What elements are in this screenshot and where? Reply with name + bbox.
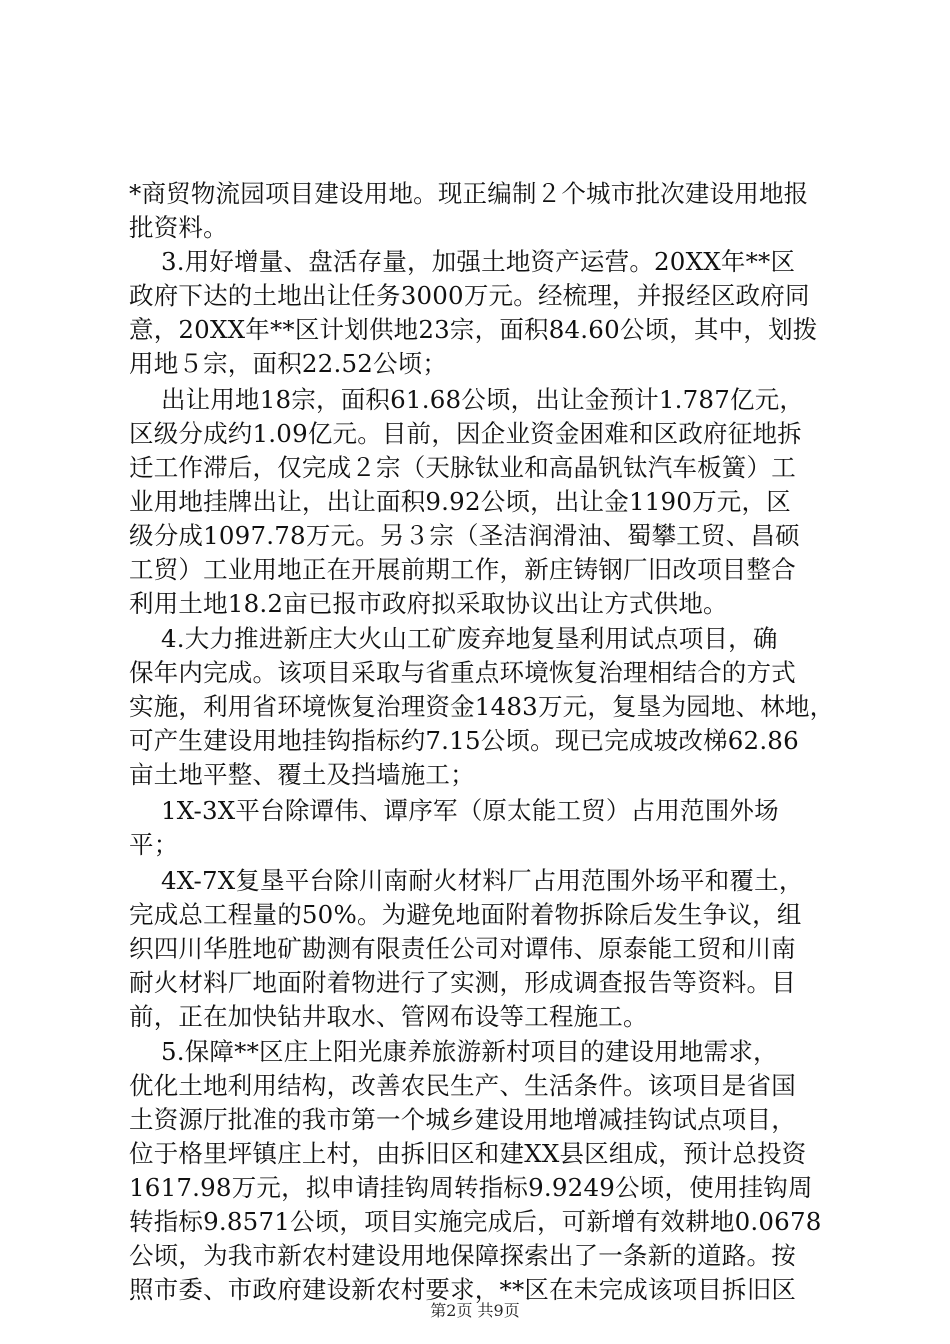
body-line: 位于格里坪镇庄上村，由拆旧区和建XX县区组成，预计总投资 [129, 1139, 807, 1168]
body-line: 意，20XX年**区计划供地23宗，面积84.60公顷，其中，划拨 [129, 315, 818, 344]
body-line: 4.大力推进新庄大火山工矿废弃地复垦利用试点项目，确 [129, 624, 778, 653]
body-line: 利用土地18.2亩已报市政府拟采取协议出让方式供地。 [129, 589, 728, 618]
body-line: 平； [129, 830, 179, 859]
body-line: 5.保障**区庄上阳光康养旅游新村项目的建设用地需求， [129, 1037, 778, 1066]
body-line: 4X-7X复垦平台除川南耐火材料厂占用范围外场平和覆土， [129, 866, 804, 895]
body-line: 用地５宗，面积22.52公顷； [129, 349, 448, 378]
body-line: 1617.98万元，拟申请挂钩周转指标9.9249公顷，使用挂钩周 [129, 1173, 813, 1202]
body-line: 业用地挂牌出让，出让面积9.92公顷，出让金1190万元，区 [129, 487, 791, 516]
body-line: 亩土地平整、覆土及挡墙施工； [129, 760, 475, 789]
body-line: 级分成1097.78万元。另３宗（圣洁润滑油、蜀攀工贸、昌硕 [129, 521, 800, 550]
body-line: 转指标9.8571公顷，项目实施完成后，可新增有效耕地0.0678 [129, 1207, 822, 1236]
body-line: 土资源厅批准的我市第一个城乡建设用地增减挂钩试点项目， [129, 1105, 796, 1134]
body-line: *商贸物流园项目建设用地。现正编制２个城市批次建设用地报 [129, 179, 809, 208]
body-line: 前，正在加快钻井取水、管网布设等工程施工。 [129, 1002, 648, 1031]
body-line: 照市委、市政府建设新农村要求，**区在未完成该项目拆旧区 [129, 1275, 797, 1304]
body-line: 优化土地利用结构，改善农民生产、生活条件。该项目是省国 [129, 1071, 796, 1100]
body-line: 批资料。 [129, 213, 228, 242]
body-line: 实施，利用省环境恢复治理资金1483万元，复垦为园地、林地， [129, 692, 835, 721]
body-line: 织四川华胜地矿勘测有限责任公司对谭伟、原泰能工贸和川南 [129, 934, 796, 963]
body-line: 区级分成约1.09亿元。目前，因企业资金困难和区政府征地拆 [129, 419, 802, 448]
body-line: 完成总工程量的50%。为避免地面附着物拆除后发生争议，组 [129, 900, 802, 929]
body-line: 保年内完成。该项目采取与省重点环境恢复治理相结合的方式 [129, 658, 796, 687]
body-line: 工贸）工业用地正在开展前期工作，新庄铸钢厂旧改项目整合 [129, 555, 796, 584]
body-line: 政府下达的土地出让任务3000万元。经梳理，并报经区政府同 [129, 281, 810, 310]
page-footer: 第2页 共9页 [430, 1301, 520, 1320]
body-line: 迁工作滞后，仅完成２宗（天脉钛业和高晶钒钛汽车板簧）工 [129, 453, 796, 482]
body-line: 1X-3X平台除谭伟、谭序军（原太能工贸）占用范围外场 [129, 796, 779, 825]
body-line: 公顷，为我市新农村建设用地保障探索出了一条新的道路。按 [129, 1241, 796, 1270]
body-line: 出让用地18宗，面积61.68公顷，出让金预计1.787亿元， [129, 385, 805, 414]
body-line: 3.用好增量、盘活存量，加强土地资产运营。20XX年**区 [129, 247, 796, 276]
body-line: 可产生建设用地挂钩指标约7.15公顷。现已完成坡改梯62.86 [129, 726, 799, 755]
body-line: 耐火材料厂地面附着物进行了实测，形成调查报告等资料。目 [129, 968, 796, 997]
